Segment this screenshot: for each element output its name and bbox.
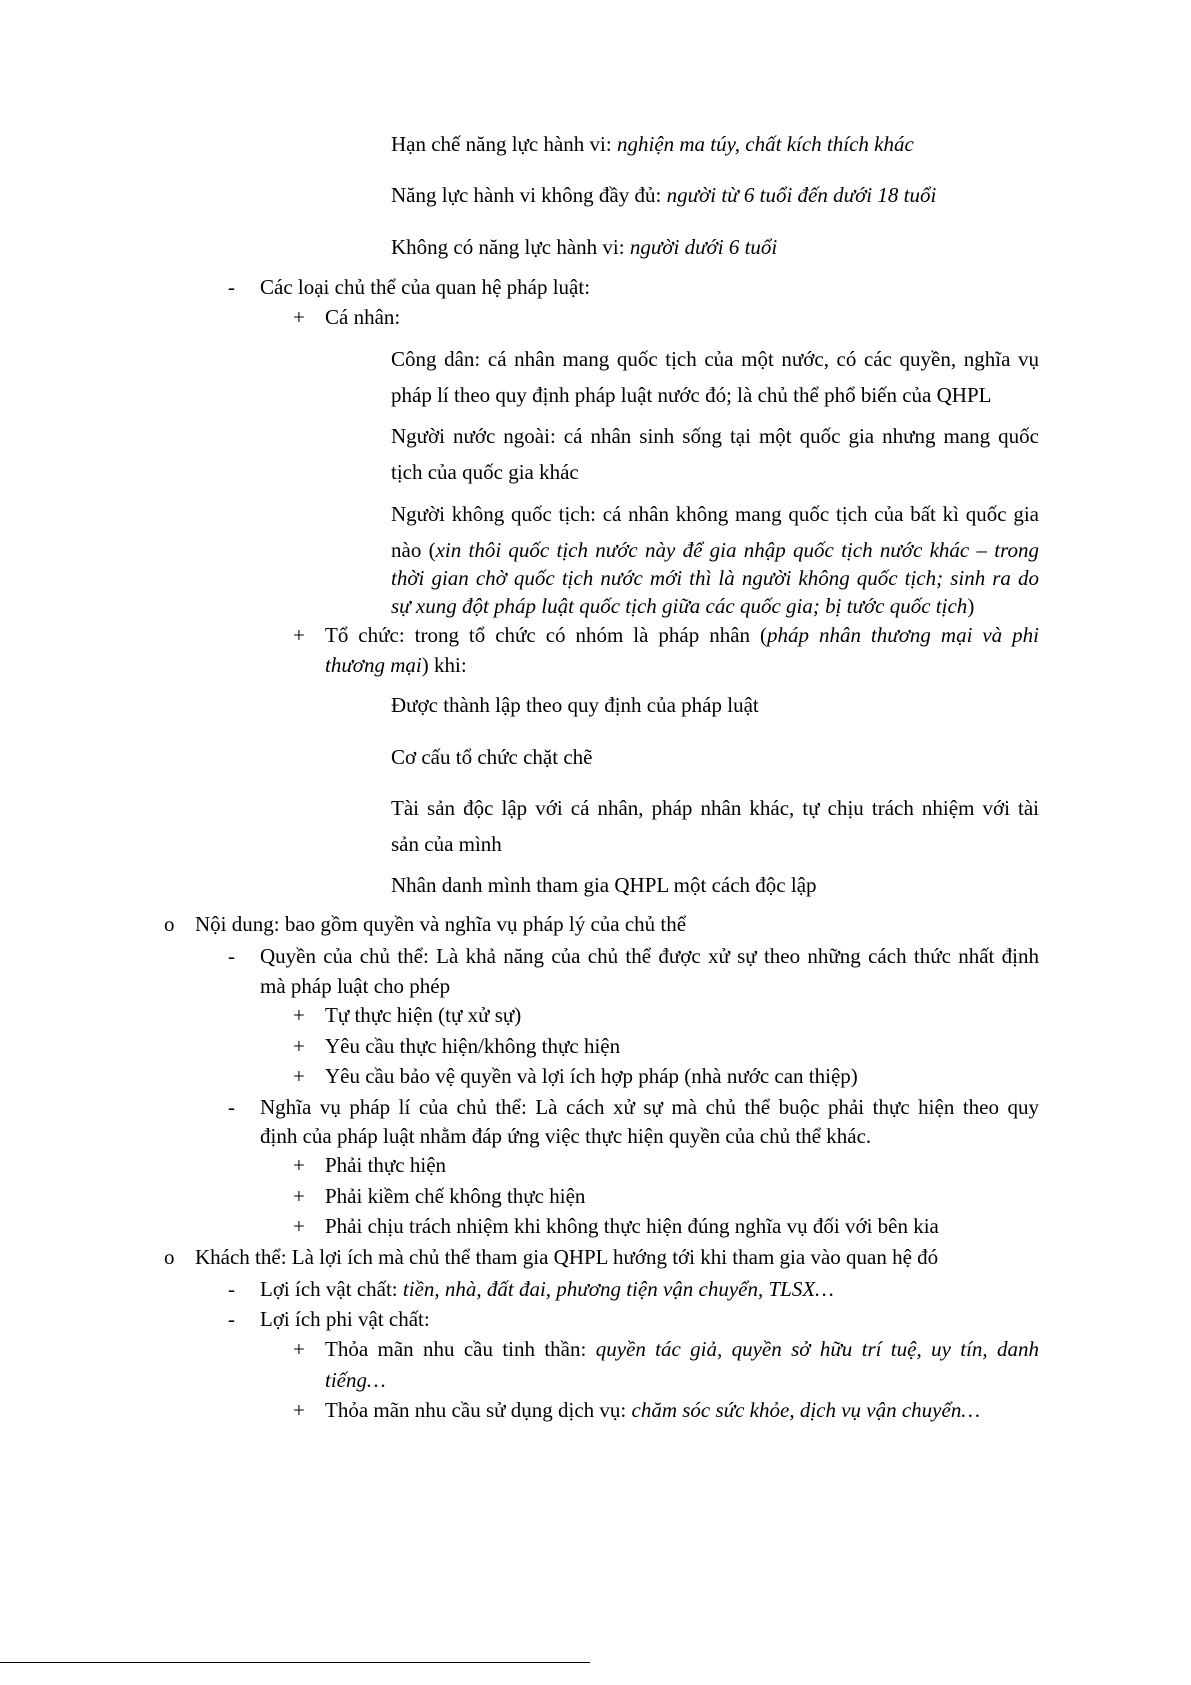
spiritual-line-2: tiếng…	[325, 1368, 386, 1392]
org-assets-line-1: Tài sản độc lập với cá nhân, pháp nhân khác, tự chịu trách nhiệm với tài	[391, 796, 1039, 820]
duties-item: Phải kiềm chế không thực hiện	[325, 1184, 586, 1208]
organization-line-1: Tổ chức: trong tổ chức có nhóm là pháp nhân (pháp nhân thương mại và phi	[325, 623, 1039, 647]
stateless-line-3: thời gian chờ quốc tịch nước mới thì là người không quốc tịch; sinh ra do	[391, 566, 1039, 590]
service-benefit: Thỏa mãn nhu cầu sử dụng dịch vụ: chăm sóc sức khỏe, dịch vụ vận chuyển…	[325, 1398, 980, 1422]
plus-bullet: +	[293, 1034, 305, 1058]
rights-line-2: mà pháp luật cho phép	[260, 974, 451, 998]
duties-item: Phải chịu trách nhiệm khi không thực hiện đúng nghĩa vụ đối với bên kia	[325, 1214, 939, 1238]
dash-bullet: -	[228, 1277, 235, 1301]
plus-bullet: +	[293, 1214, 305, 1238]
spiritual-line-1: Thỏa mãn nhu cầu tinh thần: quyền tác giả, quyền sở hữu trí tuệ, uy tín, danh	[325, 1337, 1039, 1361]
citizen-line-1: Công dân: cá nhân mang quốc tịch của một nước, có các quyền, nghĩa vụ	[391, 347, 1039, 371]
foreigner-line-2: tịch của quốc gia khác	[391, 460, 579, 484]
capacity-limited: Hạn chế năng lực hành vi: nghiện ma túy, chất kích thích khác	[391, 132, 914, 156]
stateless-line-2: nào (xin thôi quốc tịch nước này để gia nhập quốc tịch nước khác – trong	[391, 538, 1039, 562]
plus-bullet: +	[293, 623, 305, 647]
circle-bullet: o	[164, 1245, 175, 1269]
individual-heading: Cá nhân:	[325, 305, 401, 329]
rights-item: Yêu cầu thực hiện/không thực hiện	[325, 1034, 621, 1058]
citizen-line-2: pháp lí theo quy định pháp luật nước đó; là chủ thể phổ biến của QHPL	[391, 383, 992, 407]
org-condition-structure: Cơ cấu tổ chức chặt chẽ	[391, 745, 593, 769]
dash-bullet: -	[228, 944, 235, 968]
subjects-heading: Các loại chủ thể của quan hệ pháp luật:	[260, 275, 591, 299]
content-heading: Nội dung: bao gồm quyền và nghĩa vụ pháp lý của chủ thể	[195, 912, 687, 936]
dash-bullet: -	[228, 275, 235, 299]
circle-bullet: o	[164, 912, 175, 936]
duties-line-2: định của pháp luật nhằm đáp ứng việc thực hiện quyền của chủ thể khác.	[260, 1124, 872, 1148]
nonmaterial-heading: Lợi ích phi vật chất:	[260, 1307, 430, 1331]
organization-line-2: thương mại) khi:	[325, 653, 467, 677]
dash-bullet: -	[228, 1307, 235, 1331]
plus-bullet: +	[293, 1184, 305, 1208]
object-heading: Khách thể: Là lợi ích mà chủ thể tham gia QHPL hướng tới khi tham gia vào quan hệ đó	[195, 1245, 939, 1269]
capacity-none: Không có năng lực hành vi: người dưới 6 tuổi	[391, 235, 778, 259]
material-benefit: Lợi ích vật chất: tiền, nhà, đất đai, phương tiện vận chuyển, TLSX…	[260, 1277, 834, 1301]
org-independent: Nhân danh mình tham gia QHPL một cách độc lập	[391, 873, 817, 897]
plus-bullet: +	[293, 1337, 305, 1361]
plus-bullet: +	[293, 305, 305, 329]
stateless-line-4: sự xung đột pháp luật quốc tịch giữa các quốc gia; bị tước quốc tịch)	[391, 594, 975, 618]
rights-item: Tự thực hiện (tự xử sự)	[325, 1003, 522, 1027]
rights-line-1: Quyền của chủ thể: Là khả năng của chủ thể được xử sự theo những cách thức nhất định	[260, 944, 1039, 968]
duties-item: Phải thực hiện	[325, 1153, 447, 1177]
footnote-divider	[0, 1662, 590, 1663]
plus-bullet: +	[293, 1398, 305, 1422]
foreigner-line-1: Người nước ngoài: cá nhân sinh sống tại một quốc gia nhưng mang quốc	[391, 424, 1039, 448]
dash-bullet: -	[228, 1095, 235, 1119]
duties-line-1: Nghĩa vụ pháp lí của chủ thể: Là cách xử sự mà chủ thể buộc phải thực hiện theo quy	[260, 1095, 1039, 1119]
capacity-partial: Năng lực hành vi không đầy đủ: người từ 6 tuổi đến dưới 18 tuổi	[391, 183, 937, 207]
plus-bullet: +	[293, 1003, 305, 1027]
stateless-line-1: Người không quốc tịch: cá nhân không mang quốc tịch của bất kì quốc gia	[391, 502, 1039, 526]
plus-bullet: +	[293, 1153, 305, 1177]
org-assets-line-2: sản của mình	[391, 832, 502, 856]
org-condition-established: Được thành lập theo quy định của pháp luật	[391, 693, 759, 717]
rights-item: Yêu cầu bảo vệ quyền và lợi ích hợp pháp (nhà nước can thiệp)	[325, 1064, 858, 1088]
plus-bullet: +	[293, 1064, 305, 1088]
